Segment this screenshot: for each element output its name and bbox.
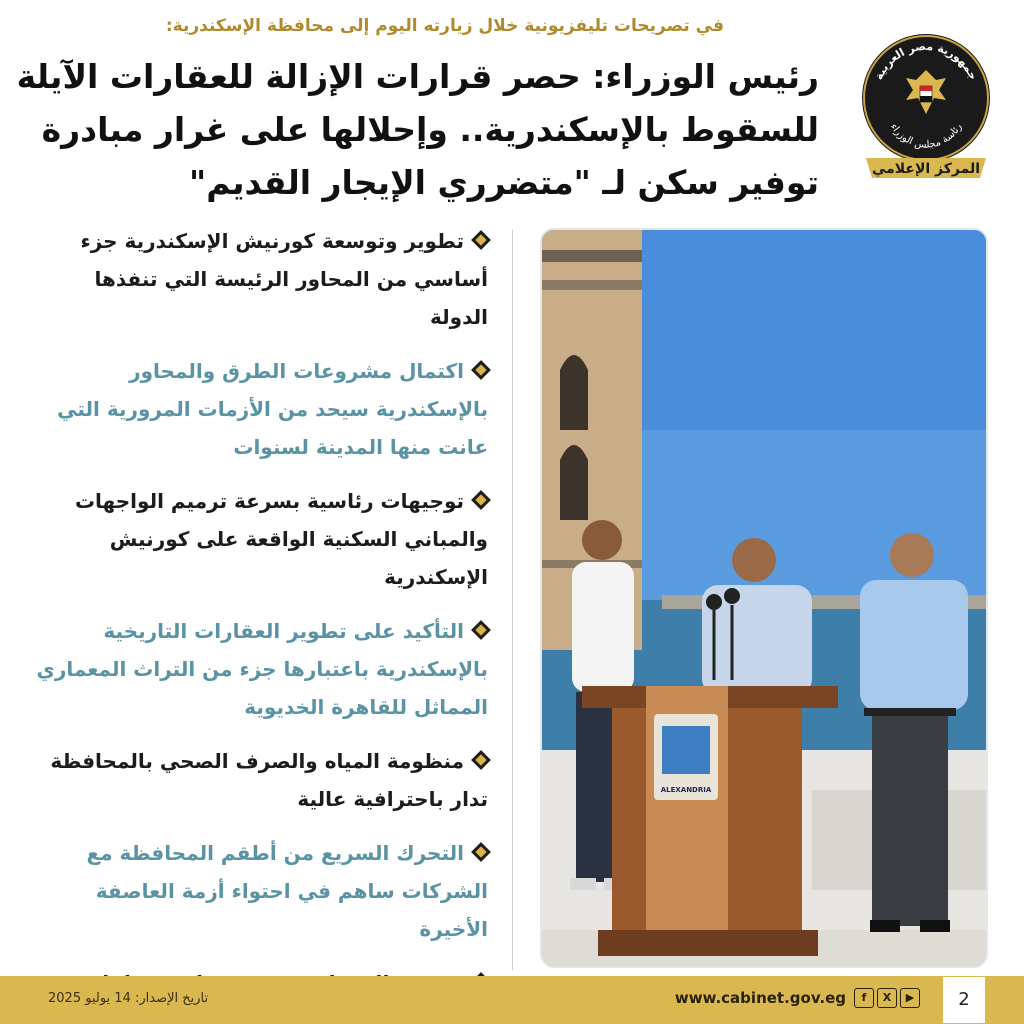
- bullet-line: والمباني السكنية الواقعة على كورنيش: [109, 527, 488, 551]
- bullet-line: الدولة: [430, 305, 488, 329]
- bullet-item: [28, 834, 488, 948]
- logo-middle-text: رئاسة مجلس الوزراء: [887, 121, 965, 151]
- bullet-line: عانت منها المدينة لسنوات: [233, 435, 488, 459]
- bullet-line: تدار باحترافية عالية: [297, 787, 488, 811]
- bullet-line: اكتمال مشروعات الطرق والمحاور: [129, 359, 464, 383]
- bullet-line: المماثل للقاهرة الخديوية: [244, 695, 488, 719]
- bullet-item: [28, 482, 488, 596]
- kicker-text: في تصريحات تليفزيونية خلال زيارته اليوم إلى محافظة الإسكندرية:: [165, 16, 724, 36]
- diamond-bullet-icon: [471, 842, 491, 862]
- bullet-line: الأخيرة: [419, 917, 488, 941]
- facebook-icon[interactable]: f: [854, 988, 874, 1008]
- diamond-bullet-icon: [471, 490, 491, 510]
- column-divider: [512, 230, 513, 970]
- headline-line-1: رئيس الوزراء: حصر قرارات الإزالة للعقارات الآيلة: [16, 57, 819, 96]
- footer-bar: [0, 976, 1024, 1024]
- bullet-line: بالإسكندرية باعتبارها جزء من التراث المعماري: [36, 657, 488, 681]
- press-conference-photo: [540, 228, 988, 968]
- youtube-icon[interactable]: ▶: [900, 988, 920, 1008]
- bullet-line: توجيهات رئاسية بسرعة ترميم الواجهات: [74, 489, 464, 513]
- diamond-bullet-icon: [471, 230, 491, 250]
- bullet-line: بالإسكندرية سيحد من الأزمات المرورية التي: [57, 397, 488, 421]
- bullet-item: [28, 222, 488, 336]
- headline-line-2: للسقوط بالإسكندرية.. وإحلالها على غرار مبادرة: [41, 110, 819, 149]
- release-date: تاريخ الإصدار: 14 يوليو 2025: [48, 991, 209, 1006]
- diamond-bullet-icon: [471, 360, 491, 380]
- bullet-line: التحرك السريع من أطقم المحافظة مع: [86, 841, 464, 865]
- headline-line-3: توفير سكن لـ "متضرري الإيجار القديم": [189, 163, 819, 202]
- podium: [582, 686, 838, 956]
- social-icons: [854, 988, 920, 1008]
- bullet-line: الشركات ساهم في احتواء أزمة العاصفة: [95, 879, 488, 903]
- photo-scene: [542, 230, 988, 968]
- bullet-item: [28, 612, 488, 726]
- logo-top-text: جمهورية مصر العربية: [872, 39, 980, 82]
- bullet-item: [28, 742, 488, 818]
- website-link[interactable]: www.cabinet.gov.eg: [674, 989, 846, 1007]
- bullet-item: [28, 352, 488, 466]
- bullet-line: منظومة المياه والصرف الصحي بالمحافظة: [50, 749, 464, 773]
- podium-emblem-text: ALEXANDRIA: [660, 786, 712, 794]
- bullet-line: تطوير وتوسعة كورنيش الإسكندرية جزء: [80, 229, 464, 253]
- bullet-line: التأكيد على تطوير العقارات التاريخية: [103, 619, 464, 643]
- page-number: 2: [942, 976, 986, 1024]
- bullet-line: الإسكندرية: [384, 565, 488, 589]
- bullet-line: أساسي من المحاور الرئيسة التي تنفذها: [94, 267, 488, 291]
- headline: [16, 50, 819, 209]
- diamond-bullet-icon: [471, 620, 491, 640]
- diamond-bullet-icon: [471, 750, 491, 770]
- logo-ribbon-text: المركز الإعلامي: [871, 161, 981, 177]
- bullet-list: [28, 222, 488, 1024]
- x-icon[interactable]: X: [877, 988, 897, 1008]
- media-center-logo: [858, 30, 994, 186]
